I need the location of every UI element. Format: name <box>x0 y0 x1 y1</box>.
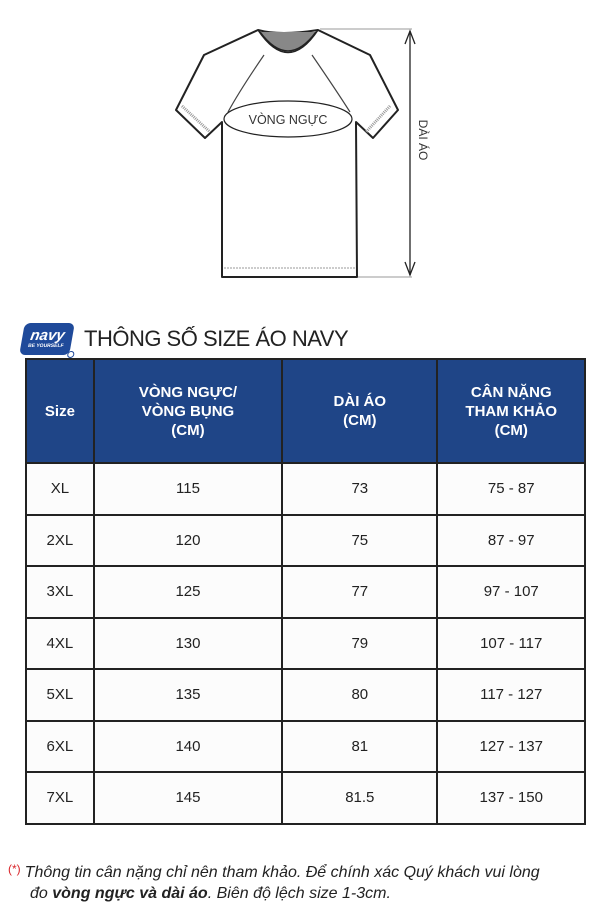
cell-size: 3XL <box>26 566 94 618</box>
tshirt-measurement-diagram <box>160 0 430 285</box>
cell-size: 4XL <box>26 618 94 670</box>
logo-text: navy <box>29 326 67 344</box>
header-length <box>282 359 437 463</box>
header-line: CÂN NẶNG <box>470 383 552 401</box>
cell-chest: 140 <box>94 721 282 773</box>
cell-weight: 87 - 97 <box>437 515 585 567</box>
cell-chest: 145 <box>94 772 282 824</box>
cell-weight: 75 - 87 <box>437 463 585 515</box>
footnote <box>8 862 598 904</box>
cell-length: 80 <box>282 669 437 721</box>
note-emphasis: vòng ngực và dài áo <box>52 885 208 902</box>
header-line: DÀI ÁO <box>333 393 387 410</box>
header-line: Size <box>44 402 75 420</box>
cell-size: 7XL <box>26 772 94 824</box>
cell-length: 81.5 <box>282 772 437 824</box>
length-label: DÀI ÁO <box>416 119 430 161</box>
cell-weight: 117 - 127 <box>437 669 585 721</box>
cell-chest: 130 <box>94 618 282 670</box>
table-header-row <box>26 359 585 463</box>
cell-size: XL <box>26 463 94 515</box>
table-row <box>26 463 585 515</box>
table-row <box>26 772 585 824</box>
cell-length: 79 <box>282 618 437 670</box>
header-chest <box>94 359 282 463</box>
size-table <box>25 358 586 825</box>
cell-weight: 97 - 107 <box>437 566 585 618</box>
note-suffix: . Biên độ lệch size 1-3cm. <box>207 885 391 902</box>
header-line: (CM) <box>171 421 205 439</box>
table-row <box>26 669 585 721</box>
header-weight <box>437 359 585 463</box>
header-line: VÒNG NGỰC/ <box>138 383 238 401</box>
table-row <box>26 721 585 773</box>
cell-size: 5XL <box>26 669 94 721</box>
table-row <box>26 618 585 670</box>
cell-weight: 127 - 137 <box>437 721 585 773</box>
cell-size: 2XL <box>26 515 94 567</box>
cell-chest: 120 <box>94 515 282 567</box>
asterisk-marker: (*) <box>8 862 21 876</box>
tshirt-icon <box>160 0 430 285</box>
table-row <box>26 566 585 618</box>
cell-weight: 137 - 150 <box>437 772 585 824</box>
logo-tagline: BE YOURSELF <box>27 342 65 349</box>
cell-length: 77 <box>282 566 437 618</box>
cell-length: 81 <box>282 721 437 773</box>
navy-logo <box>19 323 75 355</box>
header-size <box>26 359 94 463</box>
cell-size: 6XL <box>26 721 94 773</box>
note-prefix: đo <box>30 885 53 902</box>
header-line: THAM KHẢO <box>465 402 558 420</box>
cell-length: 75 <box>282 515 437 567</box>
note-line-1: Thông tin cân nặng chỉ nên tham khảo. Để chính xác Quý khách vui lòng <box>24 864 540 881</box>
brand-header <box>22 322 348 356</box>
header-line: (CM) <box>494 421 528 439</box>
table-row <box>26 515 585 567</box>
cell-chest: 125 <box>94 566 282 618</box>
header-line: (CM) <box>343 412 377 429</box>
cell-chest: 115 <box>94 463 282 515</box>
page-title: THÔNG SỐ SIZE ÁO NAVY <box>84 326 349 351</box>
cell-length: 73 <box>282 463 437 515</box>
registered-icon <box>67 351 75 358</box>
cell-chest: 135 <box>94 669 282 721</box>
chest-label: VÒNG NGỰC <box>248 113 328 127</box>
note-line-2 <box>8 883 598 904</box>
header-line: VÒNG BỤNG <box>141 402 235 420</box>
cell-weight: 107 - 117 <box>437 618 585 670</box>
